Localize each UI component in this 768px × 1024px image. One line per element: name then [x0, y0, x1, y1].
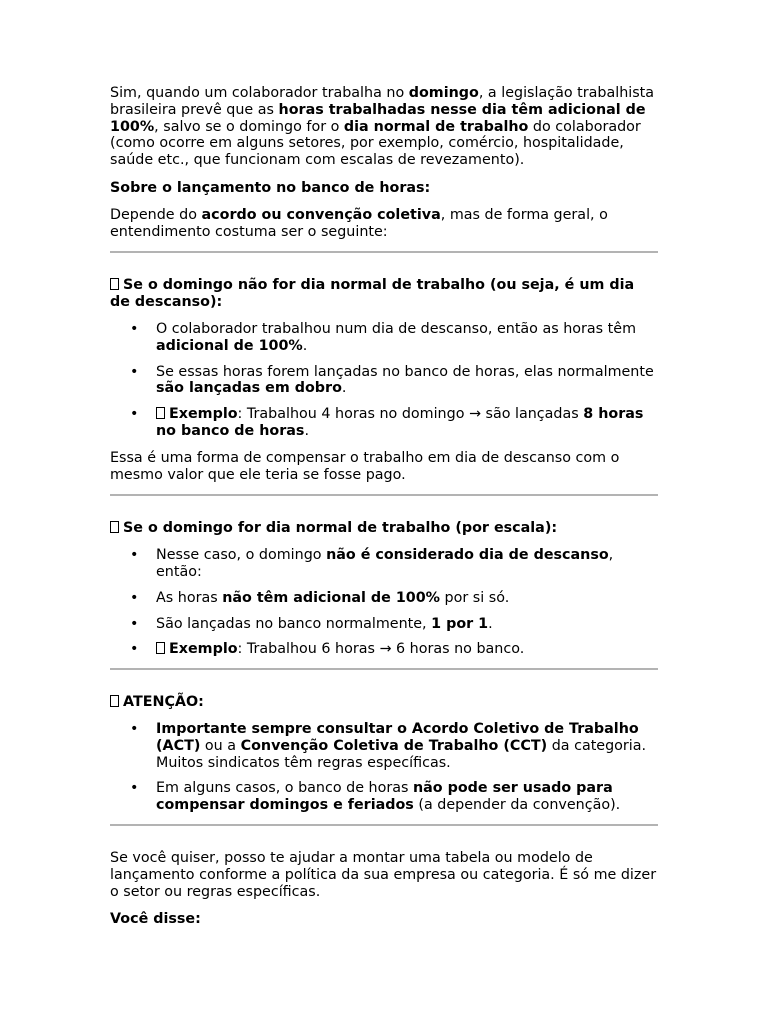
- divider: [110, 251, 658, 253]
- intro-paragraph: Sim, quando um colaborador trabalha no domingo, a legislação trabalhista brasileira prevê que as horas trabalhadas nesse dia têm adicional de 100%, salvo se o domingo for o dia normal de trabalho do colaborador (como ocorre em alguns setores, por exemplo, comércio, hospitalidade, saúde etc., que funcionam com escalas de revezamento).: [110, 85, 655, 169]
- list-item: • Exemplo: Trabalhou 6 horas → 6 horas no banco.: [110, 641, 658, 658]
- document-body: [110, 85, 658, 928]
- closing-paragraph: Se você quiser, posso te ajudar a montar uma tabela ou modelo de lançamento conforme a política da sua empresa ou categoria. É só me dizer o setor ou regras específicas.: [110, 849, 657, 900]
- voce-disse-label: Você disse:: [110, 911, 201, 928]
- section3-list: [110, 721, 658, 814]
- missing-glyph-icon: [110, 695, 119, 707]
- missing-glyph-icon: [156, 407, 165, 419]
- section1-title: Se o domingo não for dia normal de trabalho (ou seja, é um dia de descanso):: [110, 277, 635, 311]
- missing-glyph-icon: [110, 278, 119, 290]
- missing-glyph-icon: [110, 521, 119, 533]
- list-item: • Exemplo: Trabalhou 4 horas no domingo → são lançadas 8 horas no banco de horas.: [110, 406, 658, 440]
- section3-title: ATENÇÃO:: [110, 694, 658, 711]
- list-item: • Se essas horas forem lançadas no banco de horas, elas normalmente são lançadas em dobro.: [110, 364, 658, 398]
- banco-heading: Sobre o lançamento no banco de horas:: [110, 179, 431, 196]
- section2-title: Se o domingo for dia normal de trabalho (por escala):: [110, 520, 658, 537]
- list-item: • As horas não têm adicional de 100% por si só.: [110, 590, 658, 607]
- divider: [110, 668, 658, 670]
- depende-paragraph: Depende do acordo ou convenção coletiva, mas de forma geral, o entendimento costuma ser o seguinte:: [110, 206, 608, 240]
- list-item: • Em alguns casos, o banco de horas não pode ser usado para compensar domingos e feriados (a depender da convenção).: [110, 780, 658, 814]
- section2-list: [110, 547, 658, 658]
- list-item: • O colaborador trabalhou num dia de descanso, então as horas têm adicional de 100%.: [110, 321, 658, 355]
- missing-glyph-icon: [156, 642, 165, 654]
- divider: [110, 494, 658, 496]
- section1-list: [110, 321, 658, 440]
- list-item: • São lançadas no banco normalmente, 1 por 1.: [110, 616, 658, 633]
- list-item: • Importante sempre consultar o Acordo Coletivo de Trabalho (ACT) ou a Convenção Coletiva de Trabalho (CCT) da categoria. Muitos sindicatos têm regras específicas.: [110, 721, 658, 771]
- list-item: • Nesse caso, o domingo não é considerado dia de descanso, então:: [110, 547, 658, 581]
- section1-after: Essa é uma forma de compensar o trabalho em dia de descanso com o mesmo valor que ele teria se fosse pago.: [110, 449, 620, 483]
- divider: [110, 824, 658, 826]
